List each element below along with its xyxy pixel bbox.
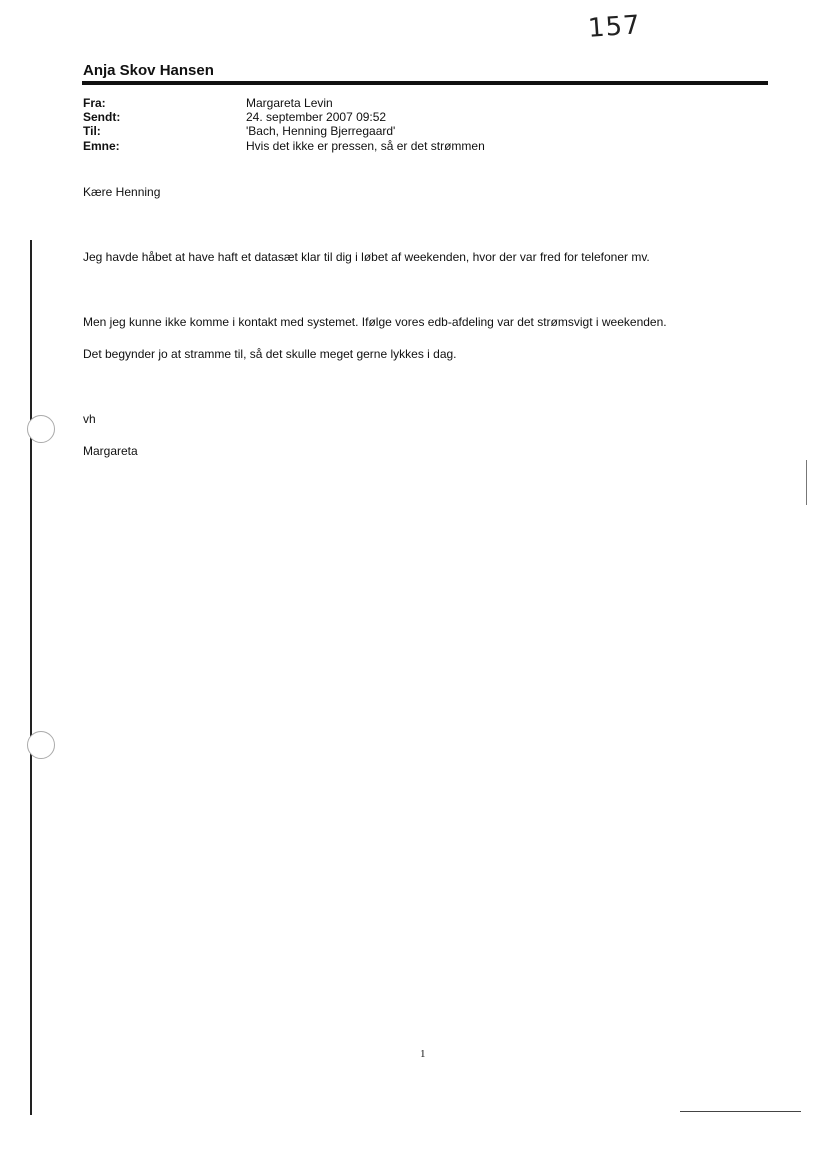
header-divider [82, 81, 768, 85]
punch-hole [27, 731, 55, 759]
from-row [83, 96, 485, 110]
to-label: Til: [83, 124, 101, 139]
body-paragraph-2: Men jeg kunne ikke komme i kontakt med systemet. Ifølge vores edb-afdeling var det strømsvigt i weekenden. [83, 315, 667, 329]
body-paragraph-3: Det begynder jo at stramme til, så det skulle meget gerne lykkes i dag. [83, 347, 457, 361]
page-number: 1 [420, 1048, 426, 1060]
greeting: Kære Henning [83, 185, 161, 199]
footer-rule [680, 1111, 801, 1112]
to-value: 'Bach, Henning Bjerregaard' [246, 124, 396, 139]
email-header [83, 96, 485, 153]
sent-label: Sendt: [83, 110, 121, 125]
subject-value: Hvis det ikke er pressen, så er det strømmen [246, 138, 485, 153]
closing: vh [83, 412, 96, 426]
body-paragraph-1: Jeg havde håbet at have haft et datasæt klar til dig i løbet af weekenden, hvor der var fred for telefoner mv. [83, 250, 650, 264]
sent-row [83, 110, 485, 124]
subject-row [83, 139, 485, 153]
handwritten-page-number: 157 [587, 10, 642, 44]
from-label: Fra: [83, 96, 106, 110]
subject-label: Emne: [83, 138, 120, 153]
signature: Margareta [83, 444, 138, 458]
sent-value: 24. september 2007 09:52 [246, 110, 387, 125]
scan-edge-line [30, 240, 32, 1115]
mailbox-owner-name: Anja Skov Hansen [83, 62, 214, 79]
scan-edge-mark [806, 460, 807, 505]
punch-hole [27, 415, 55, 443]
from-value: Margareta Levin [246, 96, 333, 110]
to-row [83, 124, 485, 138]
